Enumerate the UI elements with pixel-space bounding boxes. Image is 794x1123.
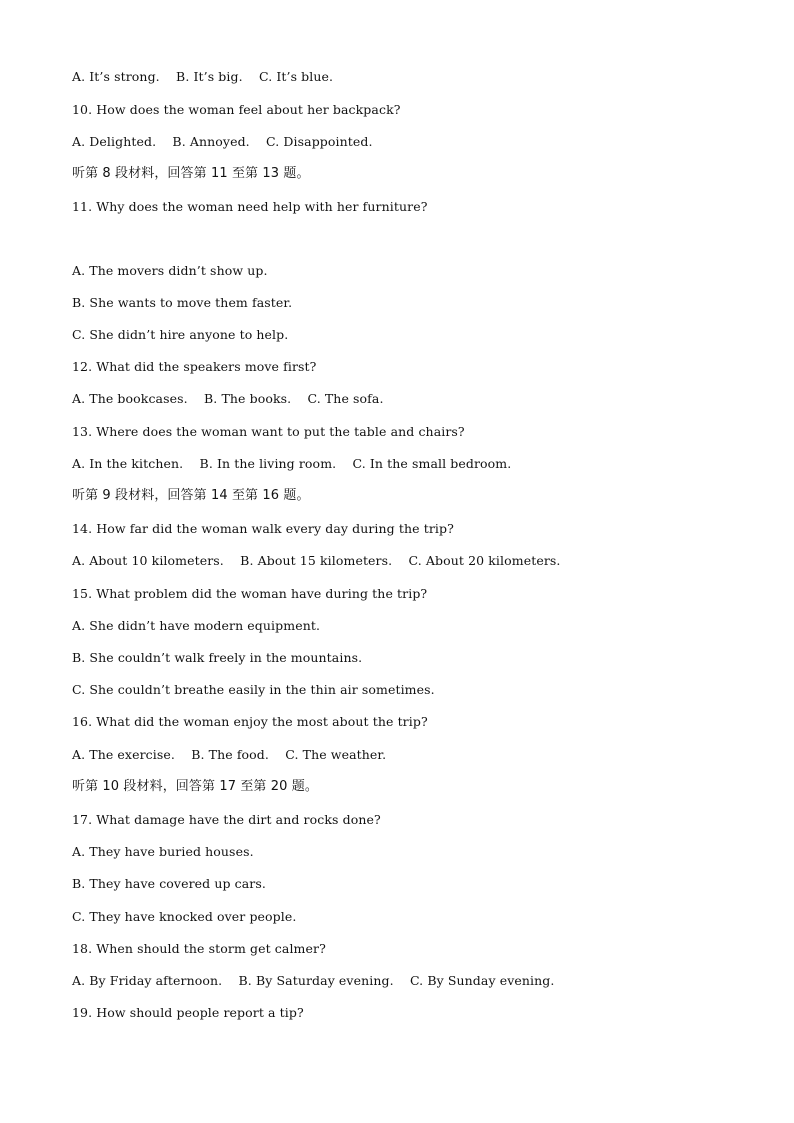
q17-question: 17. What damage have the dirt and rocks done? <box>72 812 381 827</box>
q18-options: A. By Friday afternoon. B. By Saturday evening. C. By Sunday evening. <box>72 973 555 988</box>
q14-question: 14. How far did the woman walk every day during the trip? <box>72 521 454 536</box>
q15-option-a: A. She didn’t have modern equipment. <box>72 618 321 633</box>
q14-options: A. About 10 kilometers. B. About 15 kilometers. C. About 20 kilometers. <box>72 553 561 568</box>
section-8-header: 听第 8 段材料，回答第 11 至第 13 题。 <box>72 166 310 181</box>
q19-question: 19. How should people report a tip? <box>72 1005 304 1020</box>
q12-options: A. The bookcases. B. The books. C. The sofa. <box>72 391 384 406</box>
q9-options: A. It’s strong. B. It’s big. C. It’s blue. <box>72 69 334 84</box>
q11-option-a: A. The movers didn’t show up. <box>72 263 268 278</box>
q15-option-b: B. She couldn’t walk freely in the mountains. <box>72 650 363 665</box>
q11-option-b: B. She wants to move them faster. <box>72 295 293 310</box>
q15-question: 15. What problem did the woman have during the trip? <box>72 586 428 601</box>
q17-option-a: A. They have buried houses. <box>72 844 254 859</box>
q12-question: 12. What did the speakers move first? <box>72 359 317 374</box>
q15-option-c: C. She couldn’t breathe easily in the thin air sometimes. <box>72 682 435 697</box>
section-10-header: 听第 10 段材料，回答第 17 至第 20 题。 <box>72 779 318 794</box>
q10-question: 10. How does the woman feel about her backpack? <box>72 102 401 117</box>
q10-options: A. Delighted. B. Annoyed. C. Disappointed. <box>72 134 373 149</box>
q17-option-c: C. They have knocked over people. <box>72 909 297 924</box>
q13-question: 13. Where does the woman want to put the table and chairs? <box>72 424 465 439</box>
q11-option-c: C. She didn’t hire anyone to help. <box>72 327 289 342</box>
q18-question: 18. When should the storm get calmer? <box>72 941 326 956</box>
q13-options: A. In the kitchen. B. In the living room. C. In the small bedroom. <box>72 456 512 471</box>
q16-options: A. The exercise. B. The food. C. The weather. <box>72 747 387 762</box>
q17-option-b: B. They have covered up cars. <box>72 876 266 891</box>
section-9-header: 听第 9 段材料，回答第 14 至第 16 题。 <box>72 488 310 503</box>
q16-question: 16. What did the woman enjoy the most about the trip? <box>72 714 428 729</box>
q11-question: 11. Why does the woman need help with her furniture? <box>72 199 428 214</box>
